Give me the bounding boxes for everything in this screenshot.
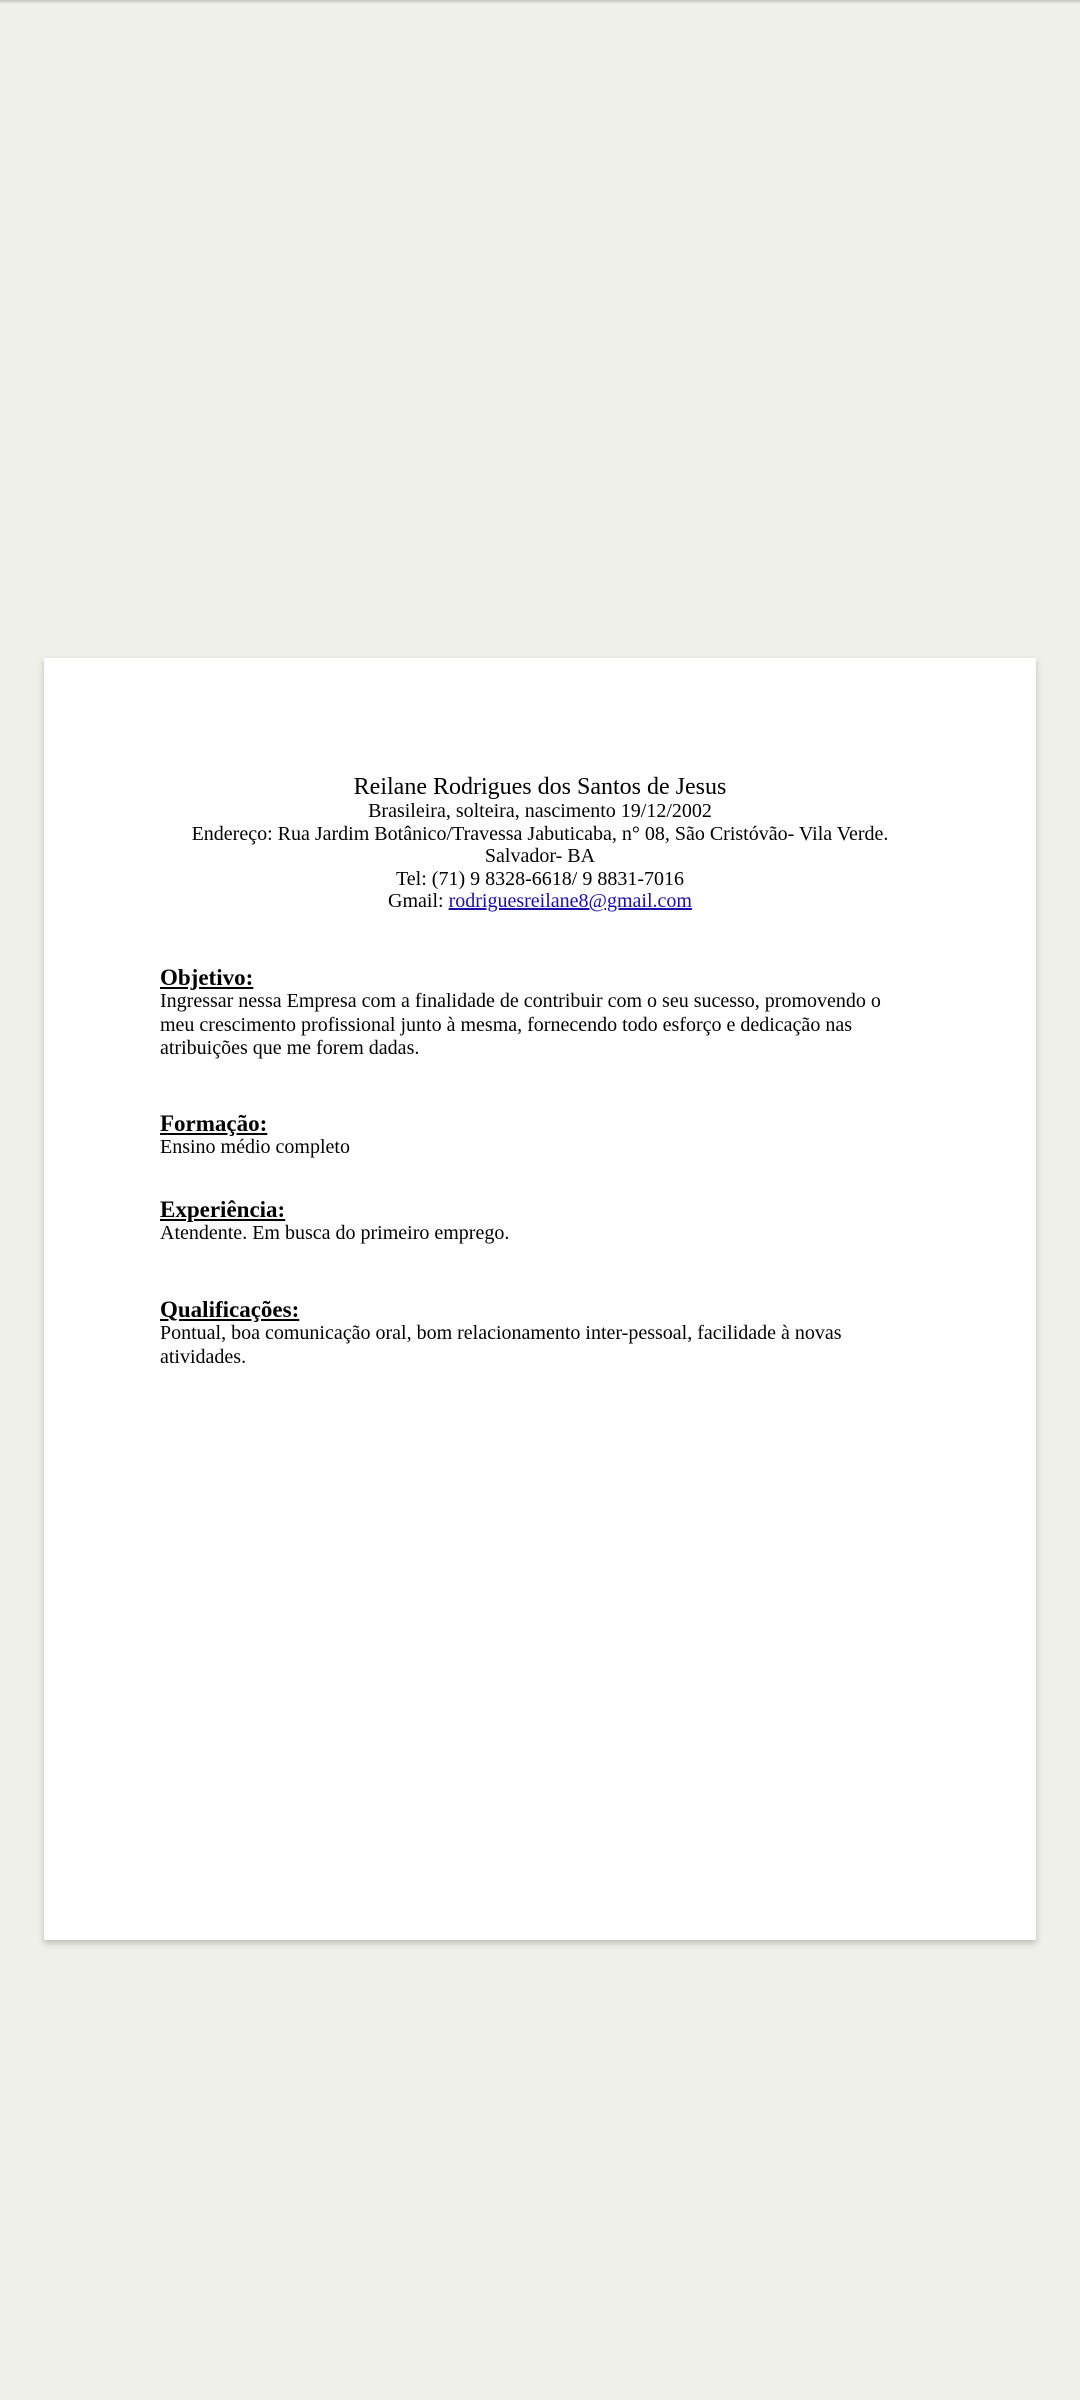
section-objetivo (160, 966, 920, 1061)
section-heading-qualificacoes: Qualificações: (160, 1297, 300, 1322)
top-edge-shadow (0, 0, 1080, 4)
section-heading-formacao: Formação: (160, 1111, 268, 1136)
address-line: Endereço: Rua Jardim Botânico/Travessa Jabuticaba, n° 08, São Cristóvão- Vila Verde. (191, 822, 889, 845)
section-text-objetivo: Ingressar nessa Empresa com a finalidade de contribuir com o seu sucesso, promovendo o meu crescimento profissional junto à mesma, fornecendo todo esforço e dedicação nas atribuições que me forem dadas. (160, 990, 881, 1059)
city-line: Salvador- BA (484, 845, 596, 868)
email-line (44, 890, 1036, 913)
section-qualificacoes (160, 1298, 920, 1369)
section-text-qualificacoes: Pontual, boa comunicação oral, bom relacionamento inter-pessoal, facilidade à novas atividades. (160, 1322, 842, 1368)
phone-line: Tel: (71) 9 8328-6618/ 9 8831-7016 (395, 867, 684, 890)
section-text-experiencia: Atendente. Em busca do primeiro emprego. (160, 1222, 510, 1244)
document-page (44, 658, 1036, 1940)
resume-header (44, 774, 1036, 913)
section-text-formacao: Ensino médio completo (160, 1136, 350, 1158)
section-heading-experiencia: Experiência: (160, 1197, 286, 1222)
section-experiencia (160, 1198, 920, 1246)
section-formacao (160, 1112, 920, 1160)
personal-details: Brasileira, solteira, nascimento 19/12/2002 (368, 800, 712, 822)
candidate-name: Reilane Rodrigues dos Santos de Jesus (353, 774, 727, 800)
email-label: Gmail: (388, 890, 449, 913)
section-heading-objetivo: Objetivo: (160, 965, 254, 990)
email-link[interactable]: rodriguesreilane8@gmail.com (448, 890, 692, 913)
